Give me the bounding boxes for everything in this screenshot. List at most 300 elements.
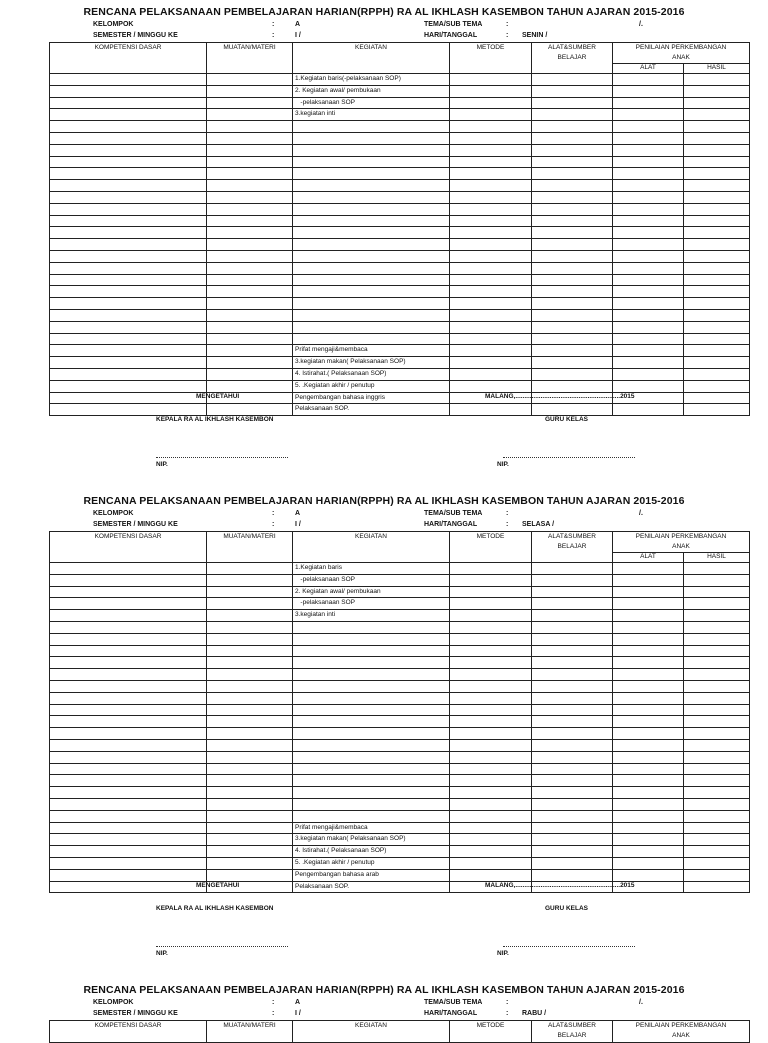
table-cell bbox=[532, 274, 613, 286]
kelompok-value: A bbox=[295, 510, 301, 517]
table-cell bbox=[450, 250, 532, 262]
table-cell bbox=[450, 321, 532, 333]
kegiatan-cell: Prifat mengaji&membaca bbox=[293, 345, 450, 357]
table-cell bbox=[532, 380, 613, 392]
document-title: RENCANA PELAKSANAAN PEMBELAJARAN HARIAN(RPPH) RA AL IKHLASH KASEMBON TAHUN AJARAN 2015-2016 bbox=[83, 6, 685, 18]
header-metode: METODE bbox=[450, 532, 532, 563]
table-cell bbox=[613, 404, 684, 416]
table-cell bbox=[207, 180, 293, 192]
header-kompetensi-dasar: KOMPETENSI DASAR bbox=[50, 43, 207, 74]
table-cell bbox=[450, 846, 532, 858]
table-cell bbox=[613, 739, 684, 751]
table-body bbox=[50, 74, 750, 416]
table-cell bbox=[613, 239, 684, 251]
kelompok-label: KELOMPOK bbox=[93, 21, 134, 28]
guru-signature-line bbox=[503, 946, 635, 947]
table-row bbox=[50, 763, 750, 775]
table-cell bbox=[684, 74, 750, 86]
table-cell bbox=[450, 834, 532, 846]
hari-label: HARI/TANGGAL bbox=[424, 32, 478, 39]
table-cell bbox=[613, 191, 684, 203]
table-cell bbox=[50, 739, 207, 751]
table-cell bbox=[50, 834, 207, 846]
table-cell bbox=[684, 763, 750, 775]
table-row bbox=[50, 239, 750, 251]
table-cell bbox=[50, 85, 207, 97]
kegiatan-cell bbox=[293, 798, 450, 810]
table-row bbox=[50, 822, 750, 834]
table-cell bbox=[207, 262, 293, 274]
header-kompetensi-dasar: KOMPETENSI DASAR bbox=[50, 532, 207, 563]
table-cell bbox=[450, 657, 532, 669]
table-cell bbox=[450, 309, 532, 321]
table-cell bbox=[50, 345, 207, 357]
kegiatan-cell: 3.kegiatan makan( Pelaksanaan SOP) bbox=[293, 834, 450, 846]
table-cell bbox=[50, 215, 207, 227]
table-cell bbox=[50, 704, 207, 716]
table-cell bbox=[532, 191, 613, 203]
table-cell bbox=[532, 834, 613, 846]
table-cell bbox=[450, 633, 532, 645]
kegiatan-cell: 1.Kegiatan baris(-pelaksanaan SOP) bbox=[293, 74, 450, 86]
rpph-table bbox=[49, 1020, 750, 1043]
table-cell bbox=[532, 333, 613, 345]
table-cell bbox=[207, 298, 293, 310]
table-cell bbox=[532, 775, 613, 787]
table-cell bbox=[532, 239, 613, 251]
table-cell bbox=[207, 333, 293, 345]
table-cell bbox=[613, 333, 684, 345]
guru-kelas-label: GURU KELAS bbox=[545, 905, 588, 912]
kegiatan-cell bbox=[293, 739, 450, 751]
kegiatan-cell bbox=[293, 274, 450, 286]
table-cell bbox=[532, 298, 613, 310]
table-cell bbox=[50, 669, 207, 681]
table-cell bbox=[613, 227, 684, 239]
table-cell bbox=[50, 846, 207, 858]
table-row bbox=[50, 610, 750, 622]
table-row bbox=[50, 704, 750, 716]
table-cell bbox=[50, 144, 207, 156]
table-cell bbox=[450, 298, 532, 310]
table-row bbox=[50, 144, 750, 156]
table-cell bbox=[684, 321, 750, 333]
table-row bbox=[50, 692, 750, 704]
table-cell bbox=[207, 168, 293, 180]
semester-value: I / bbox=[295, 32, 301, 39]
kelompok-label: KELOMPOK bbox=[93, 999, 134, 1006]
table-cell bbox=[532, 180, 613, 192]
table-cell bbox=[207, 798, 293, 810]
table-cell bbox=[450, 227, 532, 239]
table-cell bbox=[207, 286, 293, 298]
table-cell bbox=[684, 191, 750, 203]
table-row bbox=[50, 881, 750, 893]
table-cell bbox=[532, 345, 613, 357]
kegiatan-cell bbox=[293, 203, 450, 215]
table-row bbox=[50, 775, 750, 787]
table-row bbox=[50, 739, 750, 751]
table-cell bbox=[684, 156, 750, 168]
table-cell bbox=[207, 144, 293, 156]
table-cell bbox=[684, 810, 750, 822]
kegiatan-cell bbox=[293, 633, 450, 645]
table-row bbox=[50, 728, 750, 740]
table-cell bbox=[613, 380, 684, 392]
table-cell bbox=[613, 309, 684, 321]
table-cell bbox=[50, 132, 207, 144]
table-row bbox=[50, 156, 750, 168]
table-cell bbox=[50, 191, 207, 203]
table-row bbox=[50, 368, 750, 380]
table-cell bbox=[613, 621, 684, 633]
table-cell bbox=[207, 810, 293, 822]
table-cell bbox=[50, 180, 207, 192]
table-cell bbox=[684, 728, 750, 740]
kegiatan-cell: 3.kegiatan inti bbox=[293, 610, 450, 622]
table-cell bbox=[532, 669, 613, 681]
table-row bbox=[50, 168, 750, 180]
table-cell bbox=[532, 215, 613, 227]
table-cell bbox=[207, 121, 293, 133]
table-cell bbox=[207, 85, 293, 97]
table-cell bbox=[532, 74, 613, 86]
kegiatan-cell: 3.kegiatan inti bbox=[293, 109, 450, 121]
table-cell bbox=[613, 692, 684, 704]
table-cell bbox=[207, 645, 293, 657]
kelompok-colon: : bbox=[272, 999, 275, 1006]
tema-label: TEMA/SUB TEMA bbox=[424, 510, 483, 517]
table-row bbox=[50, 621, 750, 633]
kegiatan-cell bbox=[293, 787, 450, 799]
table-cell bbox=[532, 857, 613, 869]
table-cell bbox=[50, 621, 207, 633]
kegiatan-cell bbox=[293, 262, 450, 274]
kegiatan-cell bbox=[293, 298, 450, 310]
table-cell bbox=[207, 728, 293, 740]
table-cell bbox=[50, 763, 207, 775]
table-cell bbox=[450, 144, 532, 156]
table-cell bbox=[684, 109, 750, 121]
table-cell bbox=[207, 191, 293, 203]
kegiatan-cell: Pengembangan bahasa inggris bbox=[293, 392, 450, 404]
mengetahui-label: MENGETAHUI bbox=[196, 393, 240, 400]
table-cell bbox=[684, 227, 750, 239]
table-cell bbox=[532, 680, 613, 692]
kegiatan-cell bbox=[293, 168, 450, 180]
kegiatan-cell: Pengembangan bahasa arab bbox=[293, 869, 450, 881]
table-cell bbox=[613, 262, 684, 274]
table-cell bbox=[684, 798, 750, 810]
table-cell bbox=[684, 239, 750, 251]
table-cell bbox=[450, 610, 532, 622]
table-cell bbox=[207, 716, 293, 728]
header-penilaian: PENILAIAN PERKEMBANGAN ANAK bbox=[613, 1021, 750, 1043]
kegiatan-cell bbox=[293, 657, 450, 669]
table-cell bbox=[50, 728, 207, 740]
table-cell bbox=[532, 704, 613, 716]
table-cell bbox=[613, 645, 684, 657]
table-cell bbox=[50, 380, 207, 392]
table-row bbox=[50, 716, 750, 728]
table-cell bbox=[207, 368, 293, 380]
table-cell bbox=[532, 286, 613, 298]
table-row bbox=[50, 798, 750, 810]
table-cell bbox=[50, 203, 207, 215]
table-cell bbox=[684, 633, 750, 645]
table-cell bbox=[50, 586, 207, 598]
table-cell bbox=[532, 716, 613, 728]
table-cell bbox=[613, 834, 684, 846]
table-cell bbox=[532, 132, 613, 144]
table-cell bbox=[532, 787, 613, 799]
table-cell bbox=[613, 716, 684, 728]
table-cell bbox=[50, 716, 207, 728]
table-row bbox=[50, 333, 750, 345]
table-cell bbox=[613, 810, 684, 822]
table-cell bbox=[613, 250, 684, 262]
table-cell bbox=[532, 645, 613, 657]
kegiatan-cell: 5. .Kegiatan akhir / penutup bbox=[293, 857, 450, 869]
table-cell bbox=[684, 97, 750, 109]
table-cell bbox=[613, 203, 684, 215]
kegiatan-cell: -pelaksanaan SOP bbox=[293, 598, 450, 610]
table-cell bbox=[450, 739, 532, 751]
table-row bbox=[50, 203, 750, 215]
table-cell bbox=[684, 692, 750, 704]
table-cell bbox=[450, 203, 532, 215]
table-cell bbox=[450, 574, 532, 586]
table-body bbox=[50, 563, 750, 893]
kegiatan-cell bbox=[293, 692, 450, 704]
hari-colon: : bbox=[506, 32, 509, 39]
table-cell bbox=[50, 321, 207, 333]
table-cell bbox=[532, 357, 613, 369]
kegiatan-cell bbox=[293, 810, 450, 822]
table-cell bbox=[450, 180, 532, 192]
kegiatan-cell bbox=[293, 645, 450, 657]
table-row bbox=[50, 657, 750, 669]
kegiatan-cell bbox=[293, 704, 450, 716]
table-cell bbox=[207, 857, 293, 869]
table-cell bbox=[207, 97, 293, 109]
kegiatan-cell: 5. .Kegiatan akhir / penutup bbox=[293, 380, 450, 392]
table-row bbox=[50, 345, 750, 357]
malang-date-line: MALANG,..........................................................2015 bbox=[485, 393, 635, 400]
kelompok-value: A bbox=[295, 999, 301, 1006]
header-muatan-materi: MUATAN/MATERI bbox=[207, 532, 293, 563]
table-cell bbox=[207, 309, 293, 321]
table-row bbox=[50, 598, 750, 610]
table-cell bbox=[50, 751, 207, 763]
kegiatan-cell bbox=[293, 669, 450, 681]
table-row bbox=[50, 834, 750, 846]
table-cell bbox=[450, 74, 532, 86]
header-alat: ALAT bbox=[613, 553, 684, 563]
table-cell bbox=[450, 239, 532, 251]
table-cell bbox=[450, 168, 532, 180]
table-cell bbox=[450, 728, 532, 740]
table-cell bbox=[207, 345, 293, 357]
table-cell bbox=[684, 121, 750, 133]
semester-value: I / bbox=[295, 521, 301, 528]
hari-value: SENIN / bbox=[522, 32, 548, 39]
table-cell bbox=[207, 739, 293, 751]
hari-label: HARI/TANGGAL bbox=[424, 1010, 478, 1017]
hari-value: SELASA / bbox=[522, 521, 555, 528]
rpph-table bbox=[49, 42, 750, 416]
kegiatan-cell: 2. Kegiatan awal/ pembukaan bbox=[293, 586, 450, 598]
header-muatan-materi: MUATAN/MATERI bbox=[207, 43, 293, 74]
guru-nip: NIP. bbox=[497, 950, 509, 957]
table-row bbox=[50, 586, 750, 598]
table-cell bbox=[684, 215, 750, 227]
kegiatan-cell bbox=[293, 333, 450, 345]
table-cell bbox=[450, 598, 532, 610]
header-hasil: HASIL bbox=[684, 553, 750, 563]
table-cell bbox=[532, 109, 613, 121]
table-row bbox=[50, 563, 750, 575]
header-kegiatan: KEGIATAN bbox=[293, 1021, 450, 1043]
table-cell bbox=[613, 704, 684, 716]
table-cell bbox=[50, 680, 207, 692]
table-cell bbox=[613, 846, 684, 858]
table-cell bbox=[684, 345, 750, 357]
table-cell bbox=[613, 74, 684, 86]
header-alat-sumber: ALAT&SUMBER BELAJAR bbox=[532, 43, 613, 74]
document-title: RENCANA PELAKSANAAN PEMBELAJARAN HARIAN(RPPH) RA AL IKHLASH KASEMBON TAHUN AJARAN 2015-2016 bbox=[83, 984, 685, 996]
table-cell bbox=[684, 250, 750, 262]
tema-colon: : bbox=[506, 999, 509, 1006]
table-cell bbox=[532, 168, 613, 180]
kegiatan-cell: 4. Istirahat.( Pelaksanaan SOP) bbox=[293, 846, 450, 858]
table-cell bbox=[450, 262, 532, 274]
table-cell bbox=[684, 274, 750, 286]
kegiatan-cell bbox=[293, 156, 450, 168]
table-cell bbox=[207, 250, 293, 262]
table-cell bbox=[684, 309, 750, 321]
table-cell bbox=[684, 392, 750, 404]
table-cell bbox=[50, 309, 207, 321]
table-cell bbox=[207, 633, 293, 645]
table-cell bbox=[684, 132, 750, 144]
table-cell bbox=[532, 262, 613, 274]
table-row bbox=[50, 191, 750, 203]
kegiatan-cell bbox=[293, 191, 450, 203]
table-cell bbox=[613, 633, 684, 645]
table-cell bbox=[50, 857, 207, 869]
kegiatan-cell bbox=[293, 180, 450, 192]
table-cell bbox=[613, 368, 684, 380]
tema-label: TEMA/SUB TEMA bbox=[424, 21, 483, 28]
tema-label: TEMA/SUB TEMA bbox=[424, 999, 483, 1006]
table-row bbox=[50, 680, 750, 692]
table-cell bbox=[532, 621, 613, 633]
table-row bbox=[50, 298, 750, 310]
table-cell bbox=[532, 657, 613, 669]
kegiatan-cell bbox=[293, 250, 450, 262]
table-cell bbox=[613, 657, 684, 669]
kegiatan-cell bbox=[293, 121, 450, 133]
table-cell bbox=[684, 404, 750, 416]
table-cell bbox=[532, 97, 613, 109]
semester-value: I / bbox=[295, 1010, 301, 1017]
table-cell bbox=[50, 598, 207, 610]
table-cell bbox=[50, 869, 207, 881]
kepala-signature-line bbox=[156, 457, 288, 458]
table-cell bbox=[50, 610, 207, 622]
table-cell bbox=[50, 298, 207, 310]
kegiatan-cell bbox=[293, 680, 450, 692]
table-cell bbox=[50, 657, 207, 669]
table-cell bbox=[613, 274, 684, 286]
table-row bbox=[50, 286, 750, 298]
guru-signature-line bbox=[503, 457, 635, 458]
table-cell bbox=[532, 227, 613, 239]
table-cell bbox=[532, 610, 613, 622]
table-cell bbox=[207, 751, 293, 763]
table-cell bbox=[50, 798, 207, 810]
table-row bbox=[50, 74, 750, 86]
table-cell bbox=[684, 357, 750, 369]
table-row bbox=[50, 357, 750, 369]
kegiatan-cell bbox=[293, 775, 450, 787]
table-cell bbox=[532, 250, 613, 262]
table-cell bbox=[613, 121, 684, 133]
semester-colon: : bbox=[272, 32, 275, 39]
table-cell bbox=[532, 203, 613, 215]
table-cell bbox=[450, 669, 532, 681]
table-cell bbox=[450, 787, 532, 799]
table-cell bbox=[450, 404, 532, 416]
table-cell bbox=[613, 728, 684, 740]
table-cell bbox=[684, 739, 750, 751]
kegiatan-cell bbox=[293, 309, 450, 321]
table-cell bbox=[450, 333, 532, 345]
table-cell bbox=[450, 621, 532, 633]
table-cell bbox=[50, 239, 207, 251]
table-cell bbox=[613, 357, 684, 369]
table-cell bbox=[50, 262, 207, 274]
table-cell bbox=[684, 846, 750, 858]
table-cell bbox=[684, 85, 750, 97]
tema-colon: : bbox=[506, 21, 509, 28]
table-cell bbox=[450, 215, 532, 227]
table-row bbox=[50, 215, 750, 227]
table-row bbox=[50, 810, 750, 822]
kegiatan-cell bbox=[293, 621, 450, 633]
table-cell bbox=[613, 345, 684, 357]
table-cell bbox=[684, 203, 750, 215]
header-kegiatan: KEGIATAN bbox=[293, 43, 450, 74]
kepala-signature-line bbox=[156, 946, 288, 947]
table-cell bbox=[613, 321, 684, 333]
hari-value: RABU / bbox=[522, 1010, 547, 1017]
table-cell bbox=[207, 775, 293, 787]
table-cell bbox=[684, 598, 750, 610]
kegiatan-cell bbox=[293, 132, 450, 144]
table-cell bbox=[684, 704, 750, 716]
kegiatan-cell bbox=[293, 321, 450, 333]
table-cell bbox=[532, 810, 613, 822]
table-cell bbox=[532, 156, 613, 168]
table-cell bbox=[50, 810, 207, 822]
kegiatan-cell: 4. Istirahat.( Pelaksanaan SOP) bbox=[293, 368, 450, 380]
table-cell bbox=[450, 822, 532, 834]
table-cell bbox=[450, 716, 532, 728]
table-cell bbox=[613, 563, 684, 575]
table-cell bbox=[613, 798, 684, 810]
